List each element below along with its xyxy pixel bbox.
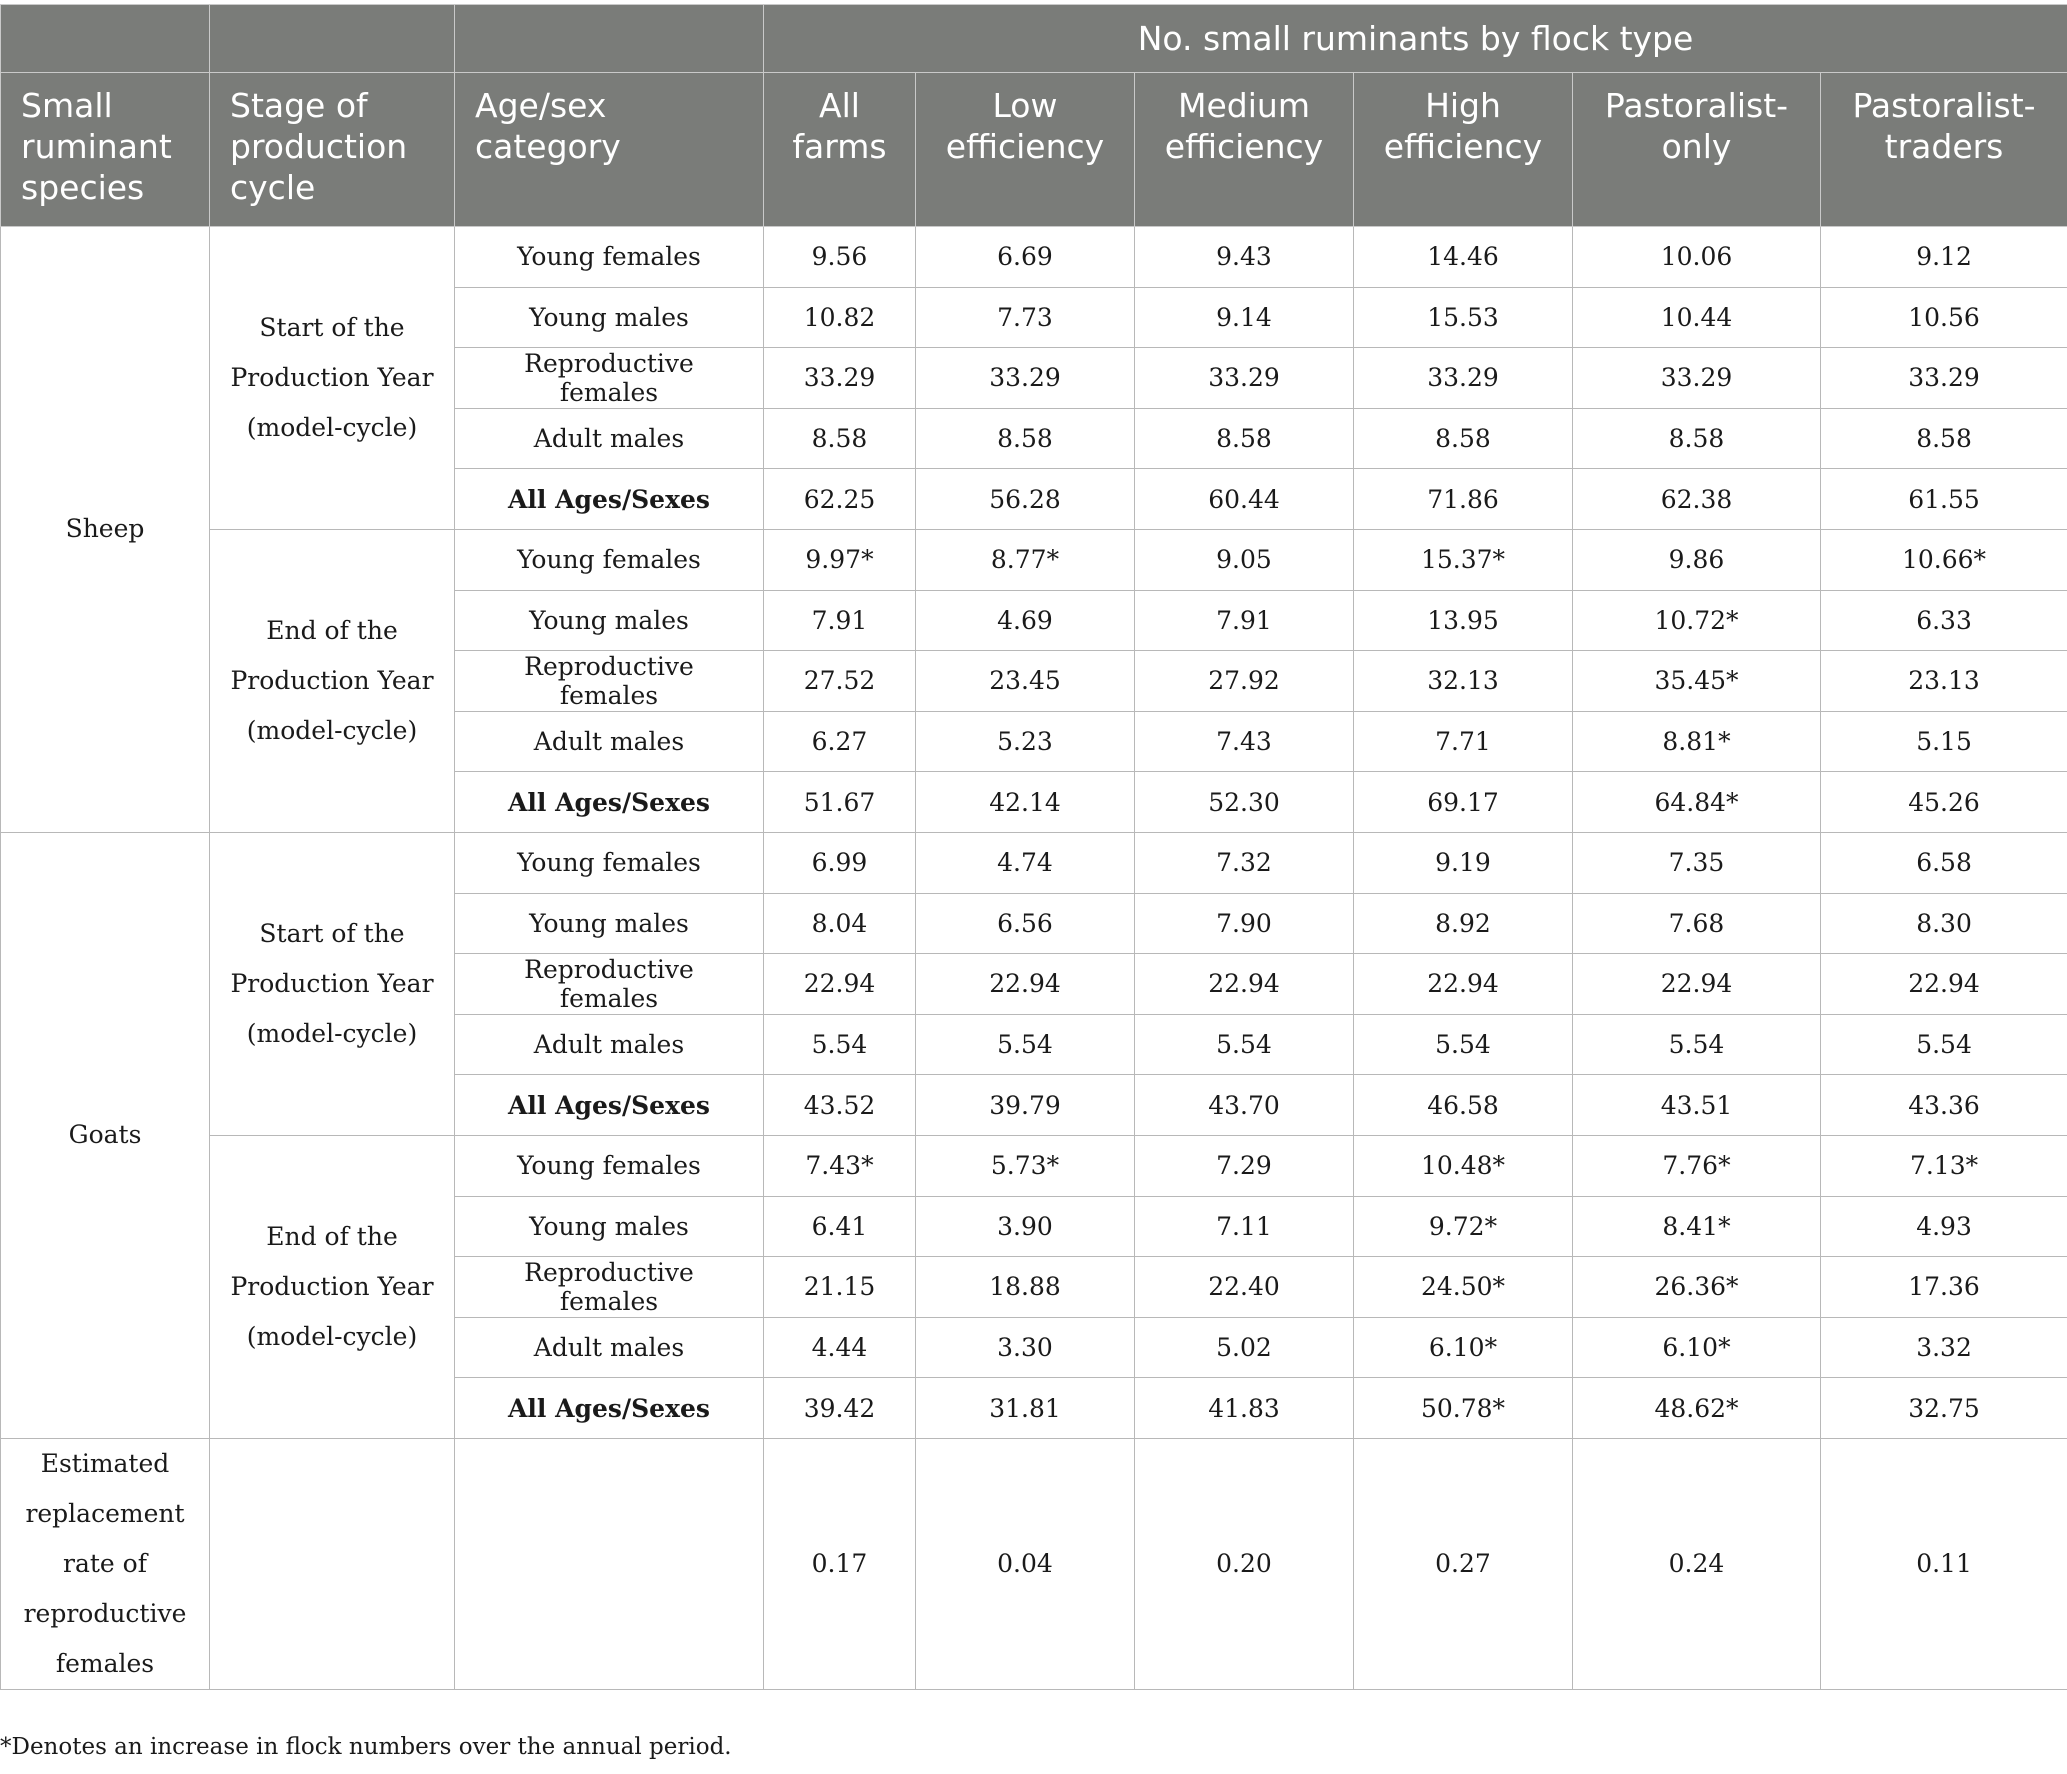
category-cell: Reproductive females (455, 954, 764, 1015)
value-cell: 8.30 (1821, 893, 2067, 954)
value-cell: 5.54 (764, 1014, 916, 1075)
value-cell: 9.14 (1135, 287, 1354, 348)
value-cell: 10.66* (1821, 529, 2067, 590)
value-cell: 7.90 (1135, 893, 1354, 954)
value-cell: 5.54 (1821, 1014, 2067, 1075)
value-cell: 6.33 (1821, 590, 2067, 651)
value-cell: 5.23 (916, 711, 1135, 772)
value-cell: 62.25 (764, 469, 916, 530)
category-cell: All Ages/Sexes (455, 469, 764, 530)
value-cell: 6.99 (764, 832, 916, 893)
value-cell: 8.58 (1354, 408, 1573, 469)
value-cell: 0.11 (1821, 1438, 2067, 1689)
value-cell: 43.36 (1821, 1075, 2067, 1136)
value-cell: 31.81 (916, 1378, 1135, 1439)
category-cell: Reproductive females (455, 348, 764, 409)
value-cell: 33.29 (1354, 348, 1573, 409)
value-cell: 10.06 (1573, 227, 1821, 288)
table-row (1, 227, 2067, 288)
value-cell: 9.12 (1821, 227, 2067, 288)
value-cell: 0.20 (1135, 1438, 1354, 1689)
value-cell: 9.97* (764, 529, 916, 590)
category-cell: All Ages/Sexes (455, 1378, 764, 1439)
value-cell: 56.28 (916, 469, 1135, 530)
category-cell: Reproductive females (455, 1257, 764, 1318)
column-header: Medium efficiency (1135, 73, 1354, 227)
value-cell: 48.62* (1573, 1378, 1821, 1439)
category-cell: Adult males (455, 711, 764, 772)
value-cell: 15.53 (1354, 287, 1573, 348)
stage-cell: Start of the Production Year (model-cycle) (210, 227, 455, 530)
value-cell: 9.72* (1354, 1196, 1573, 1257)
value-cell: 15.37* (1354, 529, 1573, 590)
value-cell: 4.74 (916, 832, 1135, 893)
table-row (1, 529, 2067, 590)
value-cell: 6.56 (916, 893, 1135, 954)
value-cell: 8.58 (916, 408, 1135, 469)
value-cell: 5.73* (916, 1135, 1135, 1196)
category-cell: Young males (455, 590, 764, 651)
category-cell: Reproductive females (455, 651, 764, 712)
value-cell: 9.56 (764, 227, 916, 288)
header-blank-cell (455, 5, 764, 73)
value-cell: 60.44 (1135, 469, 1354, 530)
value-cell: 22.94 (1354, 954, 1573, 1015)
value-cell: 51.67 (764, 772, 916, 833)
category-cell: Young females (455, 1135, 764, 1196)
stage-cell: Start of the Production Year (model-cycle) (210, 832, 455, 1135)
value-cell: 7.11 (1135, 1196, 1354, 1257)
value-cell: 33.29 (1573, 348, 1821, 409)
value-cell: 5.54 (1135, 1014, 1354, 1075)
value-cell: 33.29 (1821, 348, 2067, 409)
value-cell: 3.30 (916, 1317, 1135, 1378)
category-cell: Young females (455, 832, 764, 893)
value-cell: 6.41 (764, 1196, 916, 1257)
value-cell: 0.04 (916, 1438, 1135, 1689)
species-cell: Goats (1, 832, 210, 1438)
value-cell: 10.44 (1573, 287, 1821, 348)
value-cell: 33.29 (764, 348, 916, 409)
flock-table (0, 4, 2067, 1690)
category-cell: Young females (455, 529, 764, 590)
value-cell: 27.52 (764, 651, 916, 712)
value-cell: 8.58 (1135, 408, 1354, 469)
value-cell: 3.90 (916, 1196, 1135, 1257)
value-cell: 4.69 (916, 590, 1135, 651)
value-cell: 9.43 (1135, 227, 1354, 288)
value-cell: 0.24 (1573, 1438, 1821, 1689)
value-cell: 8.92 (1354, 893, 1573, 954)
value-cell: 22.94 (1573, 954, 1821, 1015)
category-cell: Young females (455, 227, 764, 288)
category-cell: Young males (455, 1196, 764, 1257)
table-row (1, 1438, 2067, 1689)
value-cell: 17.36 (1821, 1257, 2067, 1318)
column-header: Pastoralist-traders (1821, 73, 2067, 227)
value-cell: 7.13* (1821, 1135, 2067, 1196)
value-cell: 23.45 (916, 651, 1135, 712)
value-cell: 6.27 (764, 711, 916, 772)
category-cell: All Ages/Sexes (455, 772, 764, 833)
value-cell: 71.86 (1354, 469, 1573, 530)
value-cell: 3.32 (1821, 1317, 2067, 1378)
value-cell: 6.69 (916, 227, 1135, 288)
value-cell: 10.56 (1821, 287, 2067, 348)
column-header: Small ruminant species (1, 73, 210, 227)
value-cell: 8.41* (1573, 1196, 1821, 1257)
value-cell: 46.58 (1354, 1075, 1573, 1136)
value-cell: 22.94 (764, 954, 916, 1015)
value-cell: 9.19 (1354, 832, 1573, 893)
value-cell: 8.58 (764, 408, 916, 469)
column-header: All farms (764, 73, 916, 227)
value-cell: 45.26 (1821, 772, 2067, 833)
category-cell: All Ages/Sexes (455, 1075, 764, 1136)
value-cell: 43.52 (764, 1075, 916, 1136)
value-cell: 13.95 (1354, 590, 1573, 651)
value-cell: 8.77* (916, 529, 1135, 590)
blank-cell (210, 1438, 455, 1689)
table-row (1, 1135, 2067, 1196)
category-cell: Adult males (455, 408, 764, 469)
stage-cell: End of the Production Year (model-cycle) (210, 1135, 455, 1438)
value-cell: 33.29 (1135, 348, 1354, 409)
value-cell: 7.43 (1135, 711, 1354, 772)
value-cell: 22.94 (916, 954, 1135, 1015)
value-cell: 8.58 (1821, 408, 2067, 469)
column-header: High efficiency (1354, 73, 1573, 227)
value-cell: 22.94 (1821, 954, 2067, 1015)
value-cell: 50.78* (1354, 1378, 1573, 1439)
value-cell: 27.92 (1135, 651, 1354, 712)
value-cell: 21.15 (764, 1257, 916, 1318)
value-cell: 5.54 (1354, 1014, 1573, 1075)
value-cell: 7.68 (1573, 893, 1821, 954)
value-cell: 4.93 (1821, 1196, 2067, 1257)
value-cell: 7.91 (764, 590, 916, 651)
value-cell: 0.27 (1354, 1438, 1573, 1689)
value-cell: 61.55 (1821, 469, 2067, 530)
value-cell: 62.38 (1573, 469, 1821, 530)
value-cell: 8.58 (1573, 408, 1821, 469)
value-cell: 24.50* (1354, 1257, 1573, 1318)
value-cell: 6.10* (1354, 1317, 1573, 1378)
value-cell: 18.88 (916, 1257, 1135, 1318)
replacement-label-cell: Estimated replacement rate of reproductive females (1, 1438, 210, 1689)
value-cell: 32.75 (1821, 1378, 2067, 1439)
column-header: Stage of production cycle (210, 73, 455, 227)
value-cell: 33.29 (916, 348, 1135, 409)
header-blank-cell (1, 5, 210, 73)
value-cell: 26.36* (1573, 1257, 1821, 1318)
value-cell: 41.83 (1135, 1378, 1354, 1439)
table-row (1, 832, 2067, 893)
stage-cell: End of the Production Year (model-cycle) (210, 529, 455, 832)
value-cell: 35.45* (1573, 651, 1821, 712)
footnote: *Denotes an increase in flock numbers over the annual period. (0, 1734, 732, 1760)
value-cell: 22.94 (1135, 954, 1354, 1015)
value-cell: 10.48* (1354, 1135, 1573, 1196)
column-header: Pastoralist-only (1573, 73, 1821, 227)
category-cell: Young males (455, 893, 764, 954)
value-cell: 4.44 (764, 1317, 916, 1378)
value-cell: 7.71 (1354, 711, 1573, 772)
value-cell: 42.14 (916, 772, 1135, 833)
value-cell: 10.82 (764, 287, 916, 348)
value-cell: 7.35 (1573, 832, 1821, 893)
value-cell: 8.04 (764, 893, 916, 954)
value-cell: 7.32 (1135, 832, 1354, 893)
value-cell: 69.17 (1354, 772, 1573, 833)
header-group-label: No. small ruminants by flock type (764, 5, 2067, 73)
value-cell: 43.51 (1573, 1075, 1821, 1136)
value-cell: 7.43* (764, 1135, 916, 1196)
value-cell: 7.91 (1135, 590, 1354, 651)
value-cell: 39.42 (764, 1378, 916, 1439)
species-cell: Sheep (1, 227, 210, 833)
value-cell: 0.17 (764, 1438, 916, 1689)
value-cell: 32.13 (1354, 651, 1573, 712)
column-header: Age/sex category (455, 73, 764, 227)
column-header: Low efficiency (916, 73, 1135, 227)
value-cell: 7.73 (916, 287, 1135, 348)
value-cell: 5.15 (1821, 711, 2067, 772)
value-cell: 39.79 (916, 1075, 1135, 1136)
value-cell: 6.58 (1821, 832, 2067, 893)
category-cell: Adult males (455, 1317, 764, 1378)
value-cell: 43.70 (1135, 1075, 1354, 1136)
table-body (1, 227, 2067, 1690)
value-cell: 5.54 (916, 1014, 1135, 1075)
value-cell: 5.02 (1135, 1317, 1354, 1378)
value-cell: 23.13 (1821, 651, 2067, 712)
value-cell: 22.40 (1135, 1257, 1354, 1318)
value-cell: 7.76* (1573, 1135, 1821, 1196)
category-cell: Adult males (455, 1014, 764, 1075)
category-cell: Young males (455, 287, 764, 348)
value-cell: 14.46 (1354, 227, 1573, 288)
value-cell: 6.10* (1573, 1317, 1821, 1378)
value-cell: 9.86 (1573, 529, 1821, 590)
value-cell: 7.29 (1135, 1135, 1354, 1196)
value-cell: 64.84* (1573, 772, 1821, 833)
value-cell: 8.81* (1573, 711, 1821, 772)
header-blank-cell (210, 5, 455, 73)
value-cell: 5.54 (1573, 1014, 1821, 1075)
blank-cell (455, 1438, 764, 1689)
value-cell: 9.05 (1135, 529, 1354, 590)
value-cell: 10.72* (1573, 590, 1821, 651)
value-cell: 52.30 (1135, 772, 1354, 833)
